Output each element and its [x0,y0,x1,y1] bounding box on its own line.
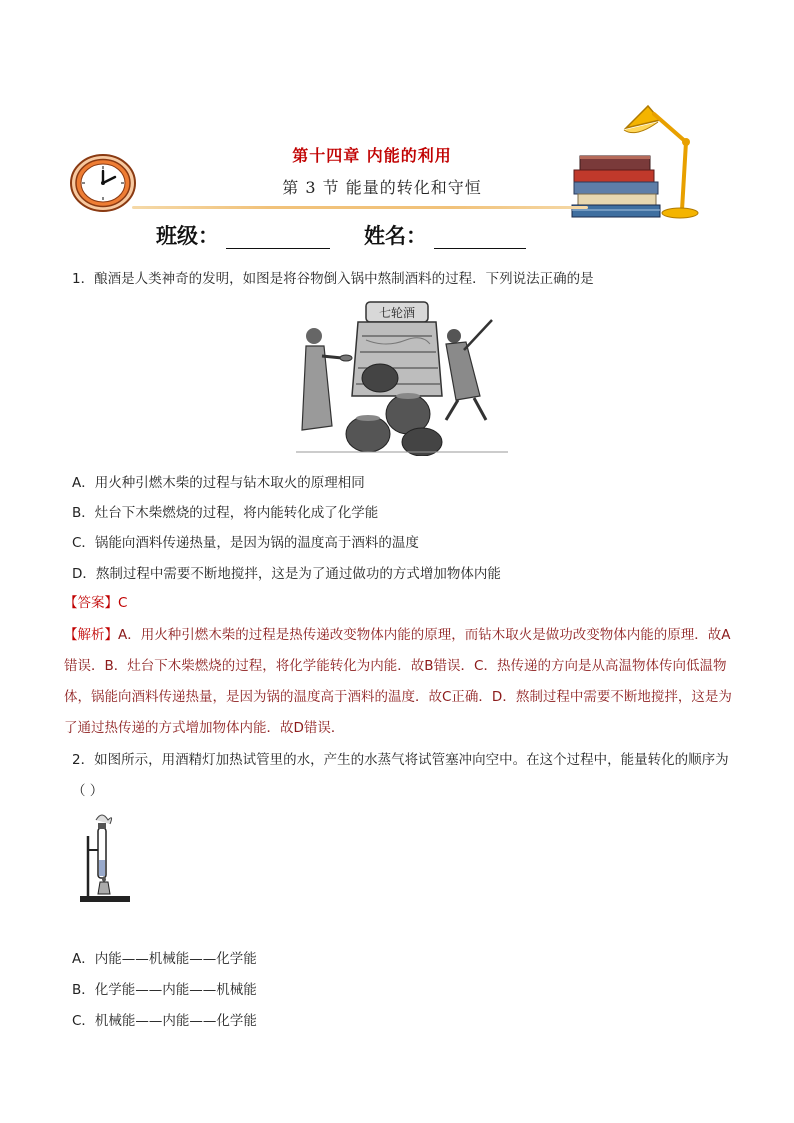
title-divider [132,206,588,209]
name-blank[interactable] [434,226,526,249]
name-field-row [364,220,526,250]
class-field-row [156,220,330,250]
brewing-illustration [296,296,508,456]
answer-value: C [118,595,128,611]
question-1-answer [64,591,127,611]
question-1-option-b[interactable]: B．灶台下木柴燃烧的过程，将内能转化成了化学能 [72,505,379,521]
question-2-option-b[interactable]: B．化学能——内能——机械能 [72,982,257,998]
chapter-title: 第十四章 内能的利用 [292,146,452,165]
question-1-option-d[interactable]: D．熬制过程中需要不断地搅拌，这是为了通过做功的方式增加物体内能 [72,566,501,582]
analysis-tag: 【解析】 [64,627,118,643]
answer-tag: 【答案】 [64,595,118,611]
question-1-option-c[interactable]: C．锅能向酒料传递热量，是因为锅的温度高于酒料的温度 [72,535,419,551]
test-tube-apparatus-illustration [78,810,134,904]
question-1-option-a[interactable]: A．用火种引燃木柴的过程与钻木取火的原理相同 [72,475,365,491]
question-2-option-a[interactable]: A．内能——机械能——化学能 [72,951,257,967]
question-1-analysis [64,620,732,744]
question-2-stem: 2．如图所示，用酒精灯加热试管里的水，产生的水蒸气将试管塞冲向空中。在这个过程中，能量转化的顺序为（ ） [72,752,729,799]
question-2-option-c[interactable]: C．机械能——内能——化学能 [72,1013,257,1029]
class-blank[interactable] [226,226,330,249]
question-1-stem: 1．酿酒是人类神奇的发明，如图是将谷物倒入锅中熬制酒料的过程．下列说法正确的是 [72,271,594,287]
vessel-label: 七轮酒 [378,306,416,320]
section-title: 第 3 节 能量的转化和守恒 [282,178,482,197]
class-label: 班级： [156,223,219,248]
name-label: 姓名： [364,223,427,248]
analysis-text: A．用火种引燃木柴的过程是热传递改变物体内能的原理，而钻木取火是做功改变物体内能的原理．故A错误．B．灶台下木柴燃烧的过程，将化学能转化为内能．故B错误．C．热传递的方向是从高温物体传向低温物体，锅能向酒料传递热量，是因为锅的温度高于酒料的温度．故C正确．D．熬制过程中需要不断地搅拌，这是为了通过热传递的方式增加物体内能．故D错误． [64,627,732,736]
